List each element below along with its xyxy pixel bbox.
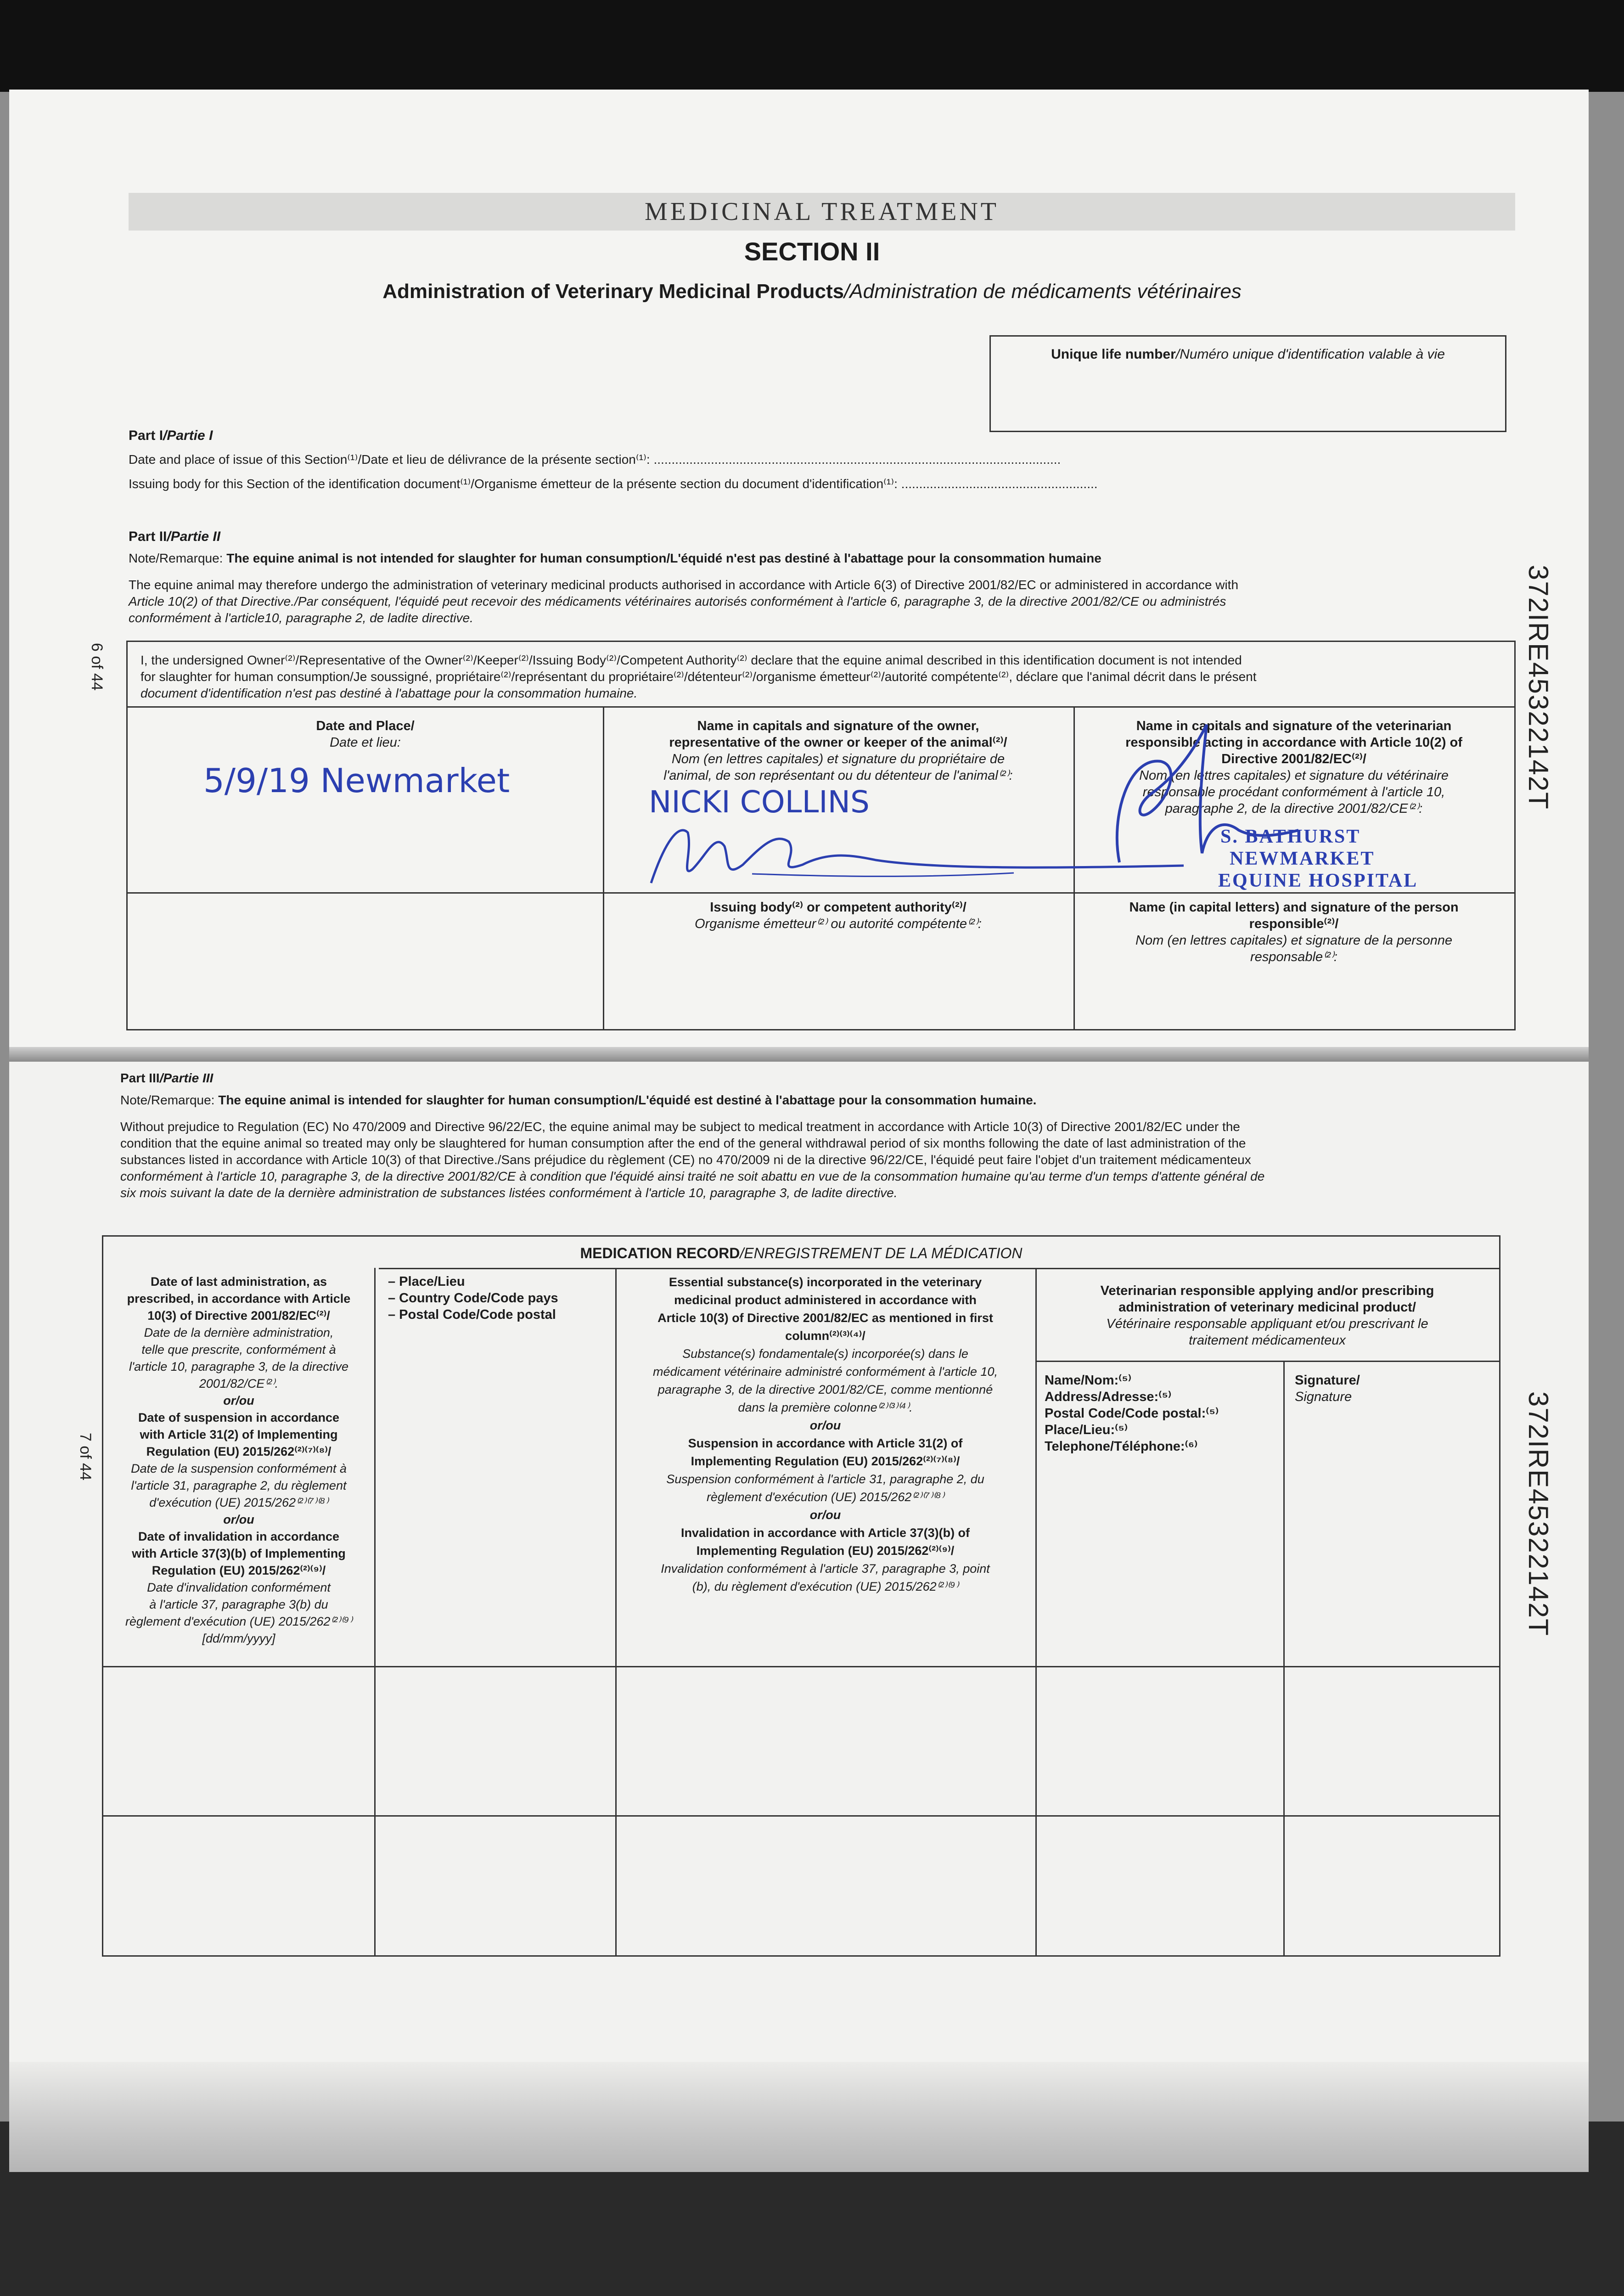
c1-line: l'article 10, paragraphe 3, de la directive xyxy=(129,1360,348,1373)
med-col-place-header xyxy=(388,1273,608,1323)
vet-header-en2: responsible acting in accordance with Article 10(2) of xyxy=(1125,735,1462,750)
c1-line: or/ou xyxy=(223,1394,254,1407)
c1-line: Date of invalidation in accordance xyxy=(138,1530,340,1543)
vet-stamp-hospital: EQUINE HOSPITAL xyxy=(1218,870,1418,891)
vet-header-fr2: responsable procédant conformément à l'article 10, xyxy=(1142,785,1445,799)
part3-heading-en: Part III xyxy=(120,1071,160,1085)
part1-date-place-line[interactable]: Date and place of issue of this Section⁽¹⁾/Date et lieu de délivrance de la présente section⁽¹⁾: .................................................................................................................. xyxy=(129,452,1061,467)
unique-life-number-box[interactable] xyxy=(989,335,1506,432)
declaration-table xyxy=(126,641,1516,1030)
med-col-divider-1 xyxy=(374,1268,376,1955)
c3-line: (b), du règlement d'exécution (UE) 2015/262⁽²⁾⁽⁹⁾ xyxy=(692,1580,959,1593)
medication-record-title xyxy=(103,1245,1499,1261)
part2-para-line3: conformément à l'article10, paragraphe 2, de ladite directive. xyxy=(129,611,473,625)
side-id-upper: 372IRE45322142T xyxy=(1523,565,1554,810)
c3-line: Essential substance(s) incorporated in the veterinary xyxy=(669,1275,982,1289)
owner-header-fr1: Nom (en lettres capitales) et signature du propriétaire de xyxy=(671,752,1005,766)
c1-line: Date de la dernière administration, xyxy=(144,1326,334,1339)
handwritten-date-place: 5/9/19 Newmarket xyxy=(203,761,510,800)
c2-line: – Place/Lieu xyxy=(388,1274,465,1289)
part2-heading-fr: /Partie II xyxy=(167,529,221,544)
responsible-header-en1: Name (in capital letters) and signature of the person xyxy=(1129,900,1459,915)
c4f-line: Postal Code/Code postal:⁽⁵⁾ xyxy=(1045,1406,1219,1421)
c3-line: Article 10(3) of Directive 2001/82/EC as mentioned in first xyxy=(657,1311,993,1325)
c1-line: Date de la suspension conformément à xyxy=(131,1462,347,1475)
c3-line: column⁽²⁾⁽³⁾⁽⁴⁾/ xyxy=(785,1329,865,1343)
c3-line: Invalidation in accordance with Article 37(3)(b) of xyxy=(680,1526,970,1540)
section-title: SECTION II xyxy=(744,237,880,266)
part3-para-line2: condition that the equine animal so treated may only be slaughtered for human consumption after the end of the general withdrawal period of six months following the date of last administration of the xyxy=(120,1136,1246,1150)
c1-line: or/ou xyxy=(223,1513,254,1526)
vet-header-en3: Directive 2001/82/EC⁽²⁾/ xyxy=(1221,752,1366,766)
uln-label xyxy=(991,347,1505,362)
declaration-divider xyxy=(128,706,1514,708)
c4f-line: Telephone/Téléphone:⁽⁶⁾ xyxy=(1045,1439,1198,1454)
c4f-line: Address/Adresse:⁽⁵⁾ xyxy=(1045,1390,1172,1404)
c1-line: telle que prescrite, conformément à xyxy=(141,1343,336,1356)
page-number-lower: 7 of 44 xyxy=(77,1433,94,1480)
part2-note-text: The equine animal is not intended for slaughter for human consumption/L'équidé n'est pas destiné à l'abattage pour la consommation humaine xyxy=(226,551,1101,565)
declaration-line3: document d'identification n'est pas destiné à l'abattage pour la consommation humaine. xyxy=(140,686,638,700)
c5-line: Signature xyxy=(1295,1390,1352,1404)
c1-line: 10(3) of Directive 2001/82/EC⁽²⁾/ xyxy=(147,1309,330,1322)
c2-line: – Postal Code/Code postal xyxy=(388,1307,556,1322)
date-place-header-fr: Date et lieu: xyxy=(330,735,401,750)
med-title-divider xyxy=(379,1268,1499,1269)
part3-note-text: The equine animal is intended for slaughter for human consumption/L'équidé est destiné à l'abattage pour la consommation humaine. xyxy=(218,1093,1037,1107)
part1-issuing-body-line[interactable]: Issuing body for this Section of the identification document⁽¹⁾/Organisme émetteur de la présente section du document d'identification⁽¹⁾: ....................................................... xyxy=(129,477,1098,491)
part2-para-line2: Article 10(2) of that Directive./Par conséquent, l'équidé peut recevoir des médicaments vétérinaires autorisés conformément à l'article 6, paragraphe 3, de la directive 2001/82/CE ou administrés xyxy=(129,594,1226,608)
med-col-divider-4 xyxy=(1283,1361,1285,1955)
c3-line: or/ou xyxy=(809,1508,841,1522)
part3-para-line5: six mois suivant la date de la dernière administration de substances listées conformément à l'article 10, paragraphe 3, de ladite directive. xyxy=(120,1186,898,1200)
declaration-row-divider xyxy=(128,892,1514,894)
responsible-header-en2: responsible⁽²⁾/ xyxy=(1249,917,1339,931)
owner-header-en2: representative of the owner or keeper of the animal⁽²⁾/ xyxy=(669,735,1007,750)
page-number-upper: 6 of 44 xyxy=(88,643,106,691)
part1-heading xyxy=(129,427,213,445)
c3-line: Substance(s) fondamentale(s) incorporée(s) dans le xyxy=(682,1347,968,1361)
c1-line: [dd/mm/yyyy] xyxy=(202,1632,275,1645)
c3-line: médicament vétérinaire administré conformément à l'article 10, xyxy=(653,1365,998,1379)
c1-line: prescribed, in accordance with Article xyxy=(127,1292,351,1306)
c3-line: or/ou xyxy=(809,1418,841,1432)
medication-record-table xyxy=(102,1235,1500,1957)
c3-line: Implementing Regulation (EU) 2015/262⁽²⁾⁽⁹⁾/ xyxy=(696,1544,955,1558)
part3-para-line1: Without prejudice to Regulation (EC) No 470/2009 and Directive 96/22/EC, the equine animal may be subject to medical treatment in accordance with Article 10(3) of Directive 2001/82/EC under the xyxy=(120,1120,1240,1134)
part2-note xyxy=(129,550,1101,567)
responsible-header-fr2: responsable⁽²⁾: xyxy=(1250,950,1337,964)
c1-line: d'exécution (UE) 2015/262⁽²⁾⁽⁷⁾⁽⁸⁾ xyxy=(149,1496,328,1509)
c4h-line: traitement médicamenteux xyxy=(1189,1333,1346,1348)
date-place-header-en: Date and Place/ xyxy=(316,719,415,733)
vet-stamp-place: NEWMARKET xyxy=(1230,848,1375,869)
handwritten-owner-name: NICKI COLLINS xyxy=(649,784,870,820)
c5-line: Signature/ xyxy=(1295,1373,1360,1388)
c4f-line: Place/Lieu:⁽⁵⁾ xyxy=(1045,1423,1128,1437)
part2-para-line1: The equine animal may therefore undergo the administration of veterinary medicinal products authorised in accordance with Article 6(3) of Directive 2001/82/EC or administered in accordance with xyxy=(129,578,1239,592)
med-title-en: MEDICATION RECORD xyxy=(580,1245,740,1261)
med-header-divider xyxy=(103,1666,1499,1667)
issuing-body-header xyxy=(603,899,1073,932)
c3-line: Suspension in accordance with Article 31(2) of xyxy=(688,1436,963,1450)
vet-header-fr1: Nom (en lettres capitales) et signature du vétérinaire xyxy=(1139,768,1449,783)
admin-title-fr: /Administration de médicaments vétérinaires xyxy=(844,280,1242,303)
issuing-body-header-fr: Organisme émetteur⁽²⁾ ou autorité compétente⁽²⁾: xyxy=(695,917,982,931)
part2-heading-en: Part II xyxy=(129,529,167,544)
responsible-header-fr1: Nom (en lettres capitales) et signature de la personne xyxy=(1135,933,1452,948)
med-col-date-header xyxy=(103,1273,374,1647)
scan-top-border xyxy=(0,0,1624,92)
med-col-divider-3 xyxy=(1035,1268,1037,1955)
vet-stamp-name: S. BATHURST xyxy=(1220,826,1361,847)
part2-heading xyxy=(129,528,220,546)
c3-line: Implementing Regulation (EU) 2015/262⁽²⁾⁽⁷⁾⁽⁸⁾/ xyxy=(691,1454,960,1468)
c3-line: paragraphe 3, de la directive 2001/82/CE, comme mentionné xyxy=(657,1383,993,1396)
part3-para-line4: conformément à l'article 10, paragraphe 3, de la directive 2001/82/CE à condition que l'équidé ainsi traité ne soit abattu en vue de la consommation humaine qu'au terme d'un temps d'attente général de xyxy=(120,1169,1265,1183)
c1-line: Regulation (EU) 2015/262⁽²⁾⁽⁷⁾⁽⁸⁾/ xyxy=(146,1445,332,1458)
declaration-line2: for slaughter for human consumption/Je soussigné, propriétaire⁽²⁾/représentant du propriétaire⁽²⁾/détenteur⁽²⁾/organisme émetteur⁽²⁾/autorité compétente⁽²⁾, déclare que l'animal décrit dans le présent xyxy=(140,670,1257,684)
med-row-divider xyxy=(103,1815,1499,1817)
c3-line: Invalidation conformément à l'article 37, paragraphe 3, point xyxy=(661,1562,990,1576)
part3-para-line3: substances listed in accordance with Article 10(3) of that Directive./Sans préjudice du règlement (CE) no 470/2009 ni de la directive 96/22/CE, l'équidé peut faire l'objet d'un traitement médicamenteux xyxy=(120,1153,1251,1167)
c4f-line: Name/Nom:⁽⁵⁾ xyxy=(1045,1373,1132,1388)
c2-line: – Country Code/Code pays xyxy=(388,1291,558,1306)
c4h-line: administration of veterinary medicinal product/ xyxy=(1118,1300,1416,1315)
page-bottom-shadow xyxy=(9,2062,1589,2172)
vet-header-en1: Name in capitals and signature of the veterinarian xyxy=(1136,719,1452,733)
date-place-header xyxy=(128,718,603,751)
part2-note-label: Note/Remarque: xyxy=(129,551,223,565)
declaration-line1: I, the undersigned Owner⁽²⁾/Representative of the Owner⁽²⁾/Keeper⁽²⁾/Issuing Body⁽²⁾/Competent Authority⁽²⁾ declare that the equine animal described in this identification document is not intended xyxy=(140,653,1242,667)
c1-line: 2001/82/CE⁽²⁾. xyxy=(199,1377,279,1390)
page-fold xyxy=(9,1047,1589,1062)
side-id-lower: 372IRE45322142T xyxy=(1523,1391,1554,1637)
c1-line: Regulation (EU) 2015/262⁽²⁾⁽⁹⁾/ xyxy=(152,1564,326,1577)
medicinal-treatment-banner: MEDICINAL TREATMENT xyxy=(129,193,1515,231)
c1-line: Date of last administration, as xyxy=(150,1275,327,1289)
c1-line: with Article 37(3)(b) of Implementing xyxy=(132,1547,346,1560)
c1-line: Date d'invalidation conformément xyxy=(147,1581,331,1594)
med-col-substance-header xyxy=(615,1273,1035,1596)
part3-note xyxy=(120,1092,1036,1109)
part1-heading-fr: /Partie I xyxy=(163,428,213,443)
c1-line: with Article 31(2) of Implementing xyxy=(140,1428,338,1441)
c1-line: Date of suspension in accordance xyxy=(138,1411,340,1424)
c3-line: dans la première colonne⁽²⁾⁽³⁾⁽⁴⁾. xyxy=(738,1401,913,1414)
admin-title xyxy=(0,280,1624,303)
med-vet-fields xyxy=(1045,1372,1279,1455)
owner-header-en1: Name in capitals and signature of the owner, xyxy=(697,719,979,733)
med-title-fr: /ENREGISTREMENT DE LA MÉDICATION xyxy=(740,1245,1023,1261)
responsible-person-header xyxy=(1073,899,1514,965)
c4h-line: Vétérinaire responsable appliquant et/ou prescrivant le xyxy=(1106,1317,1428,1331)
part1-heading-en: Part I xyxy=(129,428,163,443)
part3-heading-fr: /Partie III xyxy=(159,1071,214,1085)
uln-label-fr: /Numéro unique d'identification valable à vie xyxy=(1175,347,1445,362)
med-vet-header-divider xyxy=(1035,1361,1499,1362)
owner-signature-header xyxy=(603,718,1073,784)
med-col-vet-header xyxy=(1035,1283,1499,1349)
uln-label-en: Unique life number xyxy=(1051,347,1176,362)
part3-heading xyxy=(120,1070,213,1086)
admin-title-en: Administration of Veterinary Medicinal Products xyxy=(382,280,844,303)
c3-line: règlement d'exécution (UE) 2015/262⁽²⁾⁽⁷⁾⁽⁸⁾ xyxy=(706,1490,944,1504)
issuing-body-header-en: Issuing body⁽²⁾ or competent authority⁽²⁾/ xyxy=(710,900,967,915)
part3-note-label: Note/Remarque: xyxy=(120,1093,215,1107)
c3-line: Suspension conformément à l'article 31, paragraphe 2, du xyxy=(666,1472,984,1486)
owner-header-fr2: l'animal, de son représentant ou du détenteur de l'animal⁽²⁾: xyxy=(663,768,1013,783)
c1-line: règlement d'exécution (UE) 2015/262⁽²⁾⁽⁹⁾ xyxy=(125,1615,352,1628)
c3-line: medicinal product administered in accordance with xyxy=(674,1293,977,1307)
c1-line: à l'article 37, paragraphe 3(b) du xyxy=(149,1598,328,1611)
med-signature-header xyxy=(1295,1372,1492,1405)
vet-header-fr3: paragraphe 2, de la directive 2001/82/CE⁽²⁾: xyxy=(1165,801,1423,816)
c4h-line: Veterinarian responsible applying and/or prescribing xyxy=(1100,1283,1434,1298)
c1-line: l'article 31, paragraphe 2, du règlement xyxy=(131,1479,347,1492)
